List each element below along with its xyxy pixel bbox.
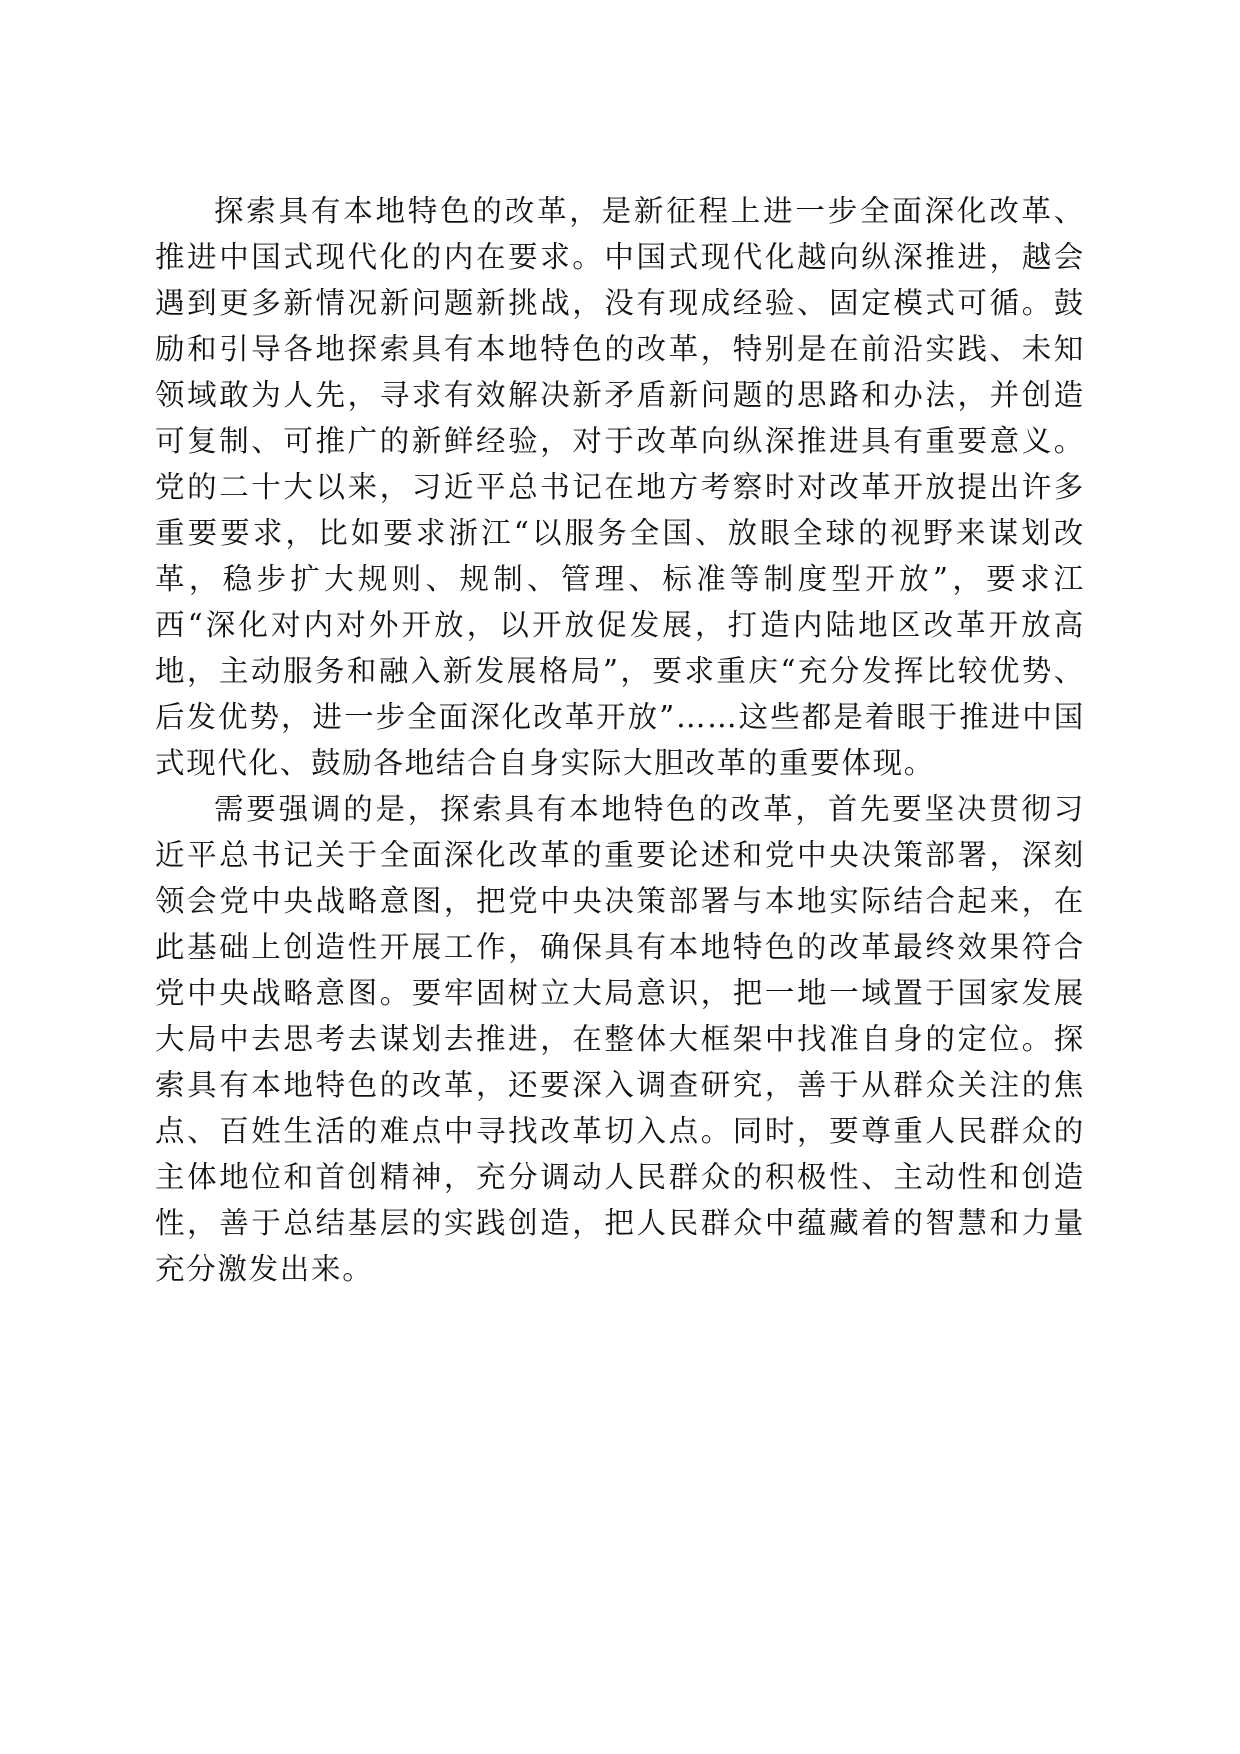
paragraph: 需要强调的是，探索具有本地特色的改革，首先要坚决贯彻习近平总书记关于全面深化改革的重要论述和党中央决策部署，深刻领会党中央战略意图，把党中央决策部署与本地实际结合起来，在此基础上创造性开展工作，确保具有本地特色的改革最终效果符合党中央战略意图。要牢固树立大局意识，把一地一域置于国家发展大局中去思考去谋划去推进，在整体大框架中找准自身的定位。探索具有本地特色的改革，还要深入调查研究，善于从群众关注的焦点、百姓生活的难点中寻找改革切入点。同时，要尊重人民群众的主体地位和首创精神，充分调动人民群众的积极性、主动性和创造性，善于总结基层的实践创造，把人民群众中蕴藏着的智慧和力量充分激发出来。 — [155, 792, 1085, 1286]
document-body — [155, 188, 1085, 1292]
paragraph: 探索具有本地特色的改革，是新征程上进一步全面深化改革、推进中国式现代化的内在要求。中国式现代化越向纵深推进，越会遇到更多新情况新问题新挑战，没有现成经验、固定模式可循。鼓励和引导各地探索具有本地特色的改革，特别是在前沿实践、未知领域敢为人先，寻求有效解决新矛盾新问题的思路和办法，并创造可复制、可推广的新鲜经验，对于改革向纵深推进具有重要意义。党的二十大以来，习近平总书记在地方考察时对改革开放提出许多重要要求，比如要求浙江“以服务全国、放眼全球的视野来谋划改革，稳步扩大规则、规制、管理、标准等制度型开放”，要求江西“深化对内对外开放，以开放促发展，打造内陆地区改革开放高地，主动服务和融入新发展格局”，要求重庆“充分发挥比较优势、后发优势，进一步全面深化改革开放”……这些都是着眼于推进中国式现代化、鼓励各地结合自身实际大胆改革的重要体现。 — [155, 194, 1085, 780]
